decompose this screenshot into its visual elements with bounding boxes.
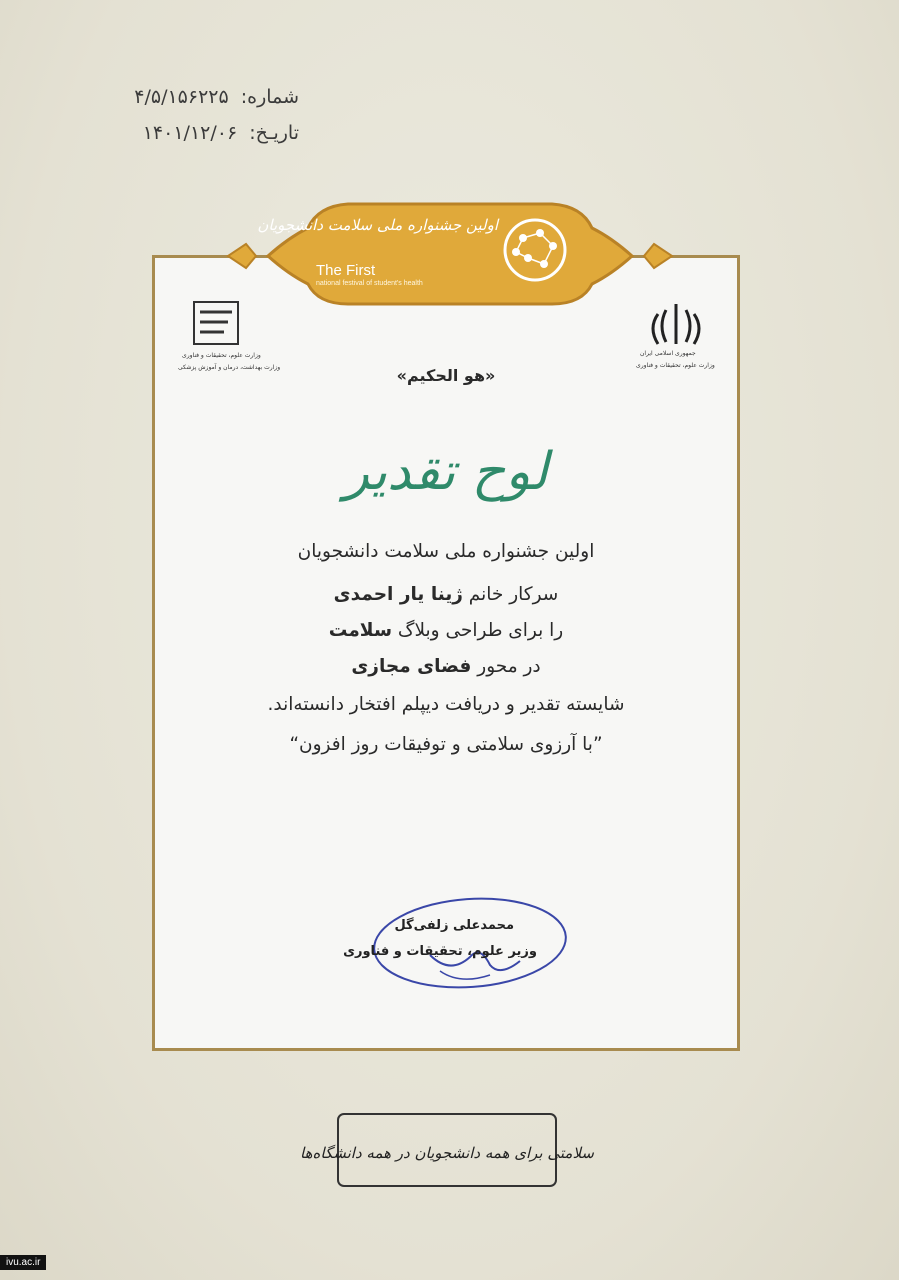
letter-date-label: تاریـخ: [249, 122, 299, 144]
banner-english [316, 263, 423, 287]
letter-number-value: ۴/۵/۱۵۶۲۲۵ [134, 86, 229, 108]
recipient-name: ژینا یار احمدی [333, 584, 463, 605]
category-prefix: در محور [471, 656, 541, 677]
project-prefix: را برای طراحی وبلاگ [392, 620, 564, 641]
slogan-logo [300, 1096, 594, 1192]
letter-number [134, 86, 299, 108]
recipient-line [152, 584, 740, 605]
award-line: شایسته تقدیر و دریافت دیپلم افتخار دانسته‌اند. [267, 694, 625, 715]
banner-persian-title-text: اولین جشنواره ملی سلامت دانشجویان [257, 216, 498, 234]
project-name: سلامت [328, 620, 393, 641]
left-emblem-caption-1: وزارت علوم، تحقیقات و فناوری [182, 352, 261, 359]
category-line [152, 656, 740, 677]
signer-role: وزیر علوم، تحقیقات و فناوری [343, 944, 537, 959]
invocation: «هو الحکیم» [396, 366, 496, 385]
site-watermark: ivu.ac.ir [0, 1255, 46, 1270]
banner-persian-title [257, 206, 498, 258]
letter-date-value: ۱۴۰۱/۱۲/۰۶ [142, 122, 238, 144]
signer-name: محمدعلی زلفی‌گل [394, 918, 514, 933]
right-emblem-caption-2: وزارت علوم، تحقیقات و فناوری [636, 362, 715, 369]
banner-english-subtitle: national festival of student's health [316, 279, 423, 287]
letter-date [143, 122, 299, 144]
project-line [152, 620, 740, 641]
recipient-prefix: سرکار خانم [462, 584, 559, 605]
banner-english-title: The First [316, 262, 376, 279]
wishes-line: ”با آرزوی سلامتی و توفیقات روز افزون“ [289, 734, 603, 755]
category-name: فضای مجازی [351, 656, 472, 677]
festival-line: اولین جشنواره ملی سلامت دانشجویان [297, 541, 595, 562]
letter-number-label: شماره: [240, 86, 299, 108]
slogan-text: سلامتی برای همه دانشجویان در همه دانشگاه‌ها [300, 1144, 594, 1162]
right-emblem-caption-1: جمهوری اسلامی ایران [640, 350, 696, 357]
left-emblem-caption-2: وزارت بهداشت، درمان و آموزش پزشکی [178, 364, 281, 371]
certificate-title: لوح تقدیر [343, 442, 549, 502]
